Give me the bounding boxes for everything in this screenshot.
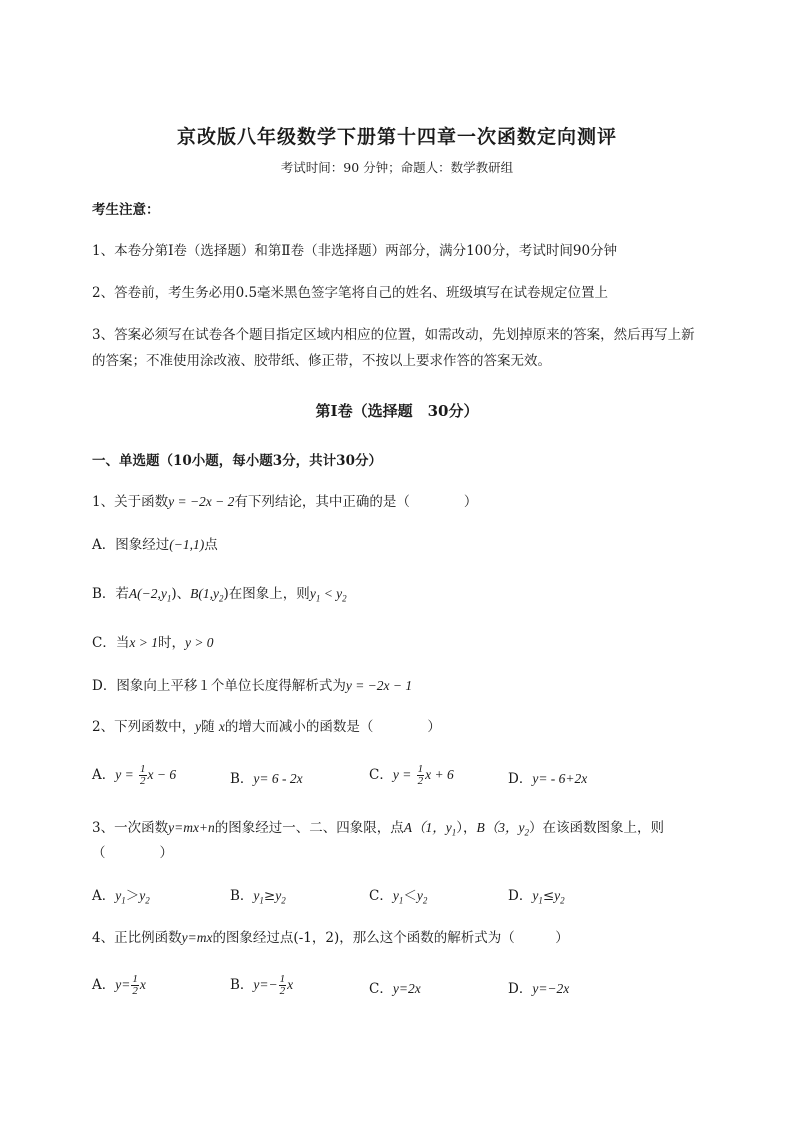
- q3-stem-text: 3、一次函数: [92, 820, 169, 836]
- q3-a-sub1: 1: [121, 895, 126, 906]
- q4-option-b[interactable]: [230, 974, 293, 997]
- q2-c-rhs: x + 6: [425, 767, 454, 782]
- section-title: 第Ⅰ卷（选择题 30分）: [315, 402, 479, 420]
- q3-option-d[interactable]: [508, 886, 565, 911]
- q2-a-den: 2: [140, 775, 146, 787]
- q1-b-point-b: B(1,y: [190, 586, 220, 601]
- q4-b-label: B．: [230, 977, 254, 993]
- q2-options: [92, 764, 712, 794]
- q1-d-expr: y = −2x − 1: [345, 678, 413, 693]
- q3-stem-tail: ）在该函数图象上，则: [529, 820, 665, 836]
- q3-b-y2: y: [275, 888, 282, 903]
- notice-item-1: 1、本卷分第Ⅰ卷（选择题）和第Ⅱ卷（非选择题）两部分，满分100分，考试时间90分钟: [92, 243, 618, 259]
- q1-b-sub4: 2: [342, 593, 347, 604]
- q3-option-b[interactable]: [230, 886, 286, 911]
- q2-var-y: y: [195, 719, 202, 734]
- question-1-stem: [92, 492, 754, 512]
- page-title: 京改版八年级数学下册第十四章一次函数定向测评: [176, 126, 617, 148]
- q3-point-b-sub: 2: [524, 827, 530, 838]
- q4-d-label: D．: [508, 981, 533, 997]
- q3-c-label: C．: [369, 888, 393, 904]
- q3-option-a[interactable]: [92, 886, 150, 911]
- q1-option-c[interactable]: [92, 633, 754, 653]
- q2-stem-text: 2、下列函数中，: [92, 719, 196, 735]
- q1-c-mid: 时，: [157, 635, 185, 651]
- q3-d-y2: y: [554, 888, 561, 903]
- q2-var-x: x: [218, 719, 225, 734]
- q3-a-label: A．: [92, 888, 116, 904]
- q1-b-sub3: 1: [315, 593, 321, 604]
- q2-stem-tail: 的增大而减小的函数是（ ）: [224, 719, 441, 735]
- q2-c-num: 1: [417, 763, 424, 775]
- q3-b-label: B．: [230, 888, 254, 904]
- q1-stem-tail: 有下列结论，其中正确的是（ ）: [234, 494, 478, 510]
- notice-heading: 考生注意：: [92, 202, 160, 218]
- q2-b-expr: y= 6 - 2x: [253, 771, 303, 786]
- q2-a-num: 1: [140, 763, 146, 775]
- exam-subtitle: 考试时间：90 分钟；命题人：数学教研组: [280, 160, 514, 175]
- q4-function-expr: y=mx: [181, 930, 213, 945]
- q3-point-b: B（3，y: [476, 820, 525, 835]
- q3-option-c[interactable]: [369, 886, 427, 911]
- q4-a-label: A．: [92, 977, 116, 993]
- q2-a-lhs: y =: [115, 767, 134, 782]
- q3-a-y1: y: [115, 888, 122, 903]
- q1-b-y1: y: [309, 586, 316, 601]
- notice-item-2: 2、答卷前，考生务必用0.5毫米黑色签字笔将自己的姓名、班级填写在试卷规定位置上: [92, 285, 609, 301]
- q4-b-den: 2: [279, 985, 286, 997]
- q3-b-op: ≥: [263, 888, 276, 904]
- q1-option-b[interactable]: [92, 584, 754, 609]
- q2-option-b[interactable]: [230, 769, 303, 789]
- q3-d-y1: y: [532, 888, 539, 903]
- q3-c-sub1: 1: [398, 895, 404, 906]
- q2-option-c[interactable]: [369, 764, 454, 787]
- part-heading: 一、单选题（10小题，每小题3分，共计30分）: [92, 453, 382, 469]
- q3-a-y2: y: [139, 888, 146, 903]
- q1-c-result: y > 0: [184, 635, 214, 650]
- notice-item-3: 3、答案必须写在试卷各个题目指定区域内相应的位置，如需改动，先划掉原来的答案，然后再写上新: [92, 327, 695, 343]
- q3-stem-mid: 的图象经过一、二、四象限，点: [214, 820, 404, 836]
- q3-a-sub2: 2: [145, 895, 150, 906]
- q4-c-label: C．: [369, 981, 393, 997]
- q3-answer-blank: （ ）: [92, 845, 173, 861]
- q1-b-sub2: 2: [219, 593, 224, 604]
- q4-b-rhs: x: [287, 977, 294, 992]
- q3-options: [92, 886, 712, 908]
- q3-point-a-end: ），: [456, 820, 477, 836]
- q2-c-den: 2: [417, 775, 424, 787]
- q3-b-sub2: 2: [281, 895, 286, 906]
- q1-b-sep: )、: [171, 586, 191, 602]
- q1-b-lt: < y: [320, 586, 343, 601]
- q1-stem-text: 1、关于函数: [92, 494, 169, 510]
- q2-b-label: B．: [230, 771, 254, 787]
- q2-d-label: D．: [508, 771, 533, 787]
- q3-function-expr: y=mx+n: [168, 820, 215, 835]
- q2-a-label: A．: [92, 767, 116, 783]
- q1-option-d[interactable]: [92, 676, 754, 696]
- q3-b-sub1: 1: [259, 895, 264, 906]
- q2-option-a[interactable]: [92, 764, 176, 787]
- q3-b-y1: y: [253, 888, 260, 903]
- q2-c-label: C．: [369, 767, 393, 783]
- q2-stem-mid: 随: [201, 719, 215, 735]
- q4-b-fraction: [279, 974, 287, 997]
- q4-a-den: 2: [132, 985, 138, 997]
- q2-option-d[interactable]: [508, 769, 587, 789]
- q3-point-a: A（1，y: [403, 820, 452, 835]
- q1-a-tail: 点: [204, 537, 218, 553]
- q4-stem-text: 4、正比例函数: [92, 930, 182, 946]
- q4-options: [92, 974, 712, 1004]
- q2-c-fraction: [417, 764, 425, 787]
- q3-d-sub2: 2: [560, 895, 565, 906]
- q4-b-lhs: y=−: [253, 977, 278, 992]
- q1-b-mid: )在图象上，则: [223, 586, 310, 602]
- question-2-stem: [92, 717, 754, 737]
- q3-d-op: ≤: [542, 888, 555, 904]
- q1-c-text: C．当: [92, 635, 130, 651]
- q1-function-expr: y = −2x − 2: [168, 494, 235, 509]
- q3-c-y2: y: [416, 888, 423, 903]
- q4-option-d[interactable]: [508, 979, 569, 999]
- q3-point-a-sub: 1: [451, 827, 457, 838]
- q4-a-rhs: x: [139, 977, 146, 992]
- q3-c-y1: y: [392, 888, 399, 903]
- notice-item-3-cont: 的答案；不准使用涂改液、胶带纸、修正带，不按以上要求作答的答案无效。: [92, 353, 551, 369]
- q4-option-c[interactable]: [369, 979, 421, 999]
- q3-c-sub2: 2: [422, 895, 428, 906]
- q2-c-lhs: y =: [392, 767, 412, 782]
- q4-d-expr: y=−2x: [532, 981, 570, 996]
- q4-a-fraction: [131, 974, 139, 997]
- q4-c-expr: y=2x: [392, 981, 421, 996]
- q3-d-label: D．: [508, 888, 533, 904]
- q4-option-a[interactable]: [92, 974, 146, 997]
- q4-b-num: 1: [279, 973, 286, 985]
- q1-option-a[interactable]: [92, 535, 754, 555]
- q1-b-text: B．若: [92, 586, 129, 602]
- q1-b-sub1: 1: [166, 593, 172, 604]
- q4-stem-tail: 的图象经过点(-1，2)，那么这个函数的解析式为（ ）: [212, 930, 569, 946]
- q1-c-cond: x > 1: [129, 635, 158, 650]
- q2-a-fraction: [139, 764, 147, 787]
- q4-a-lhs: y=: [115, 977, 131, 992]
- q1-d-text: D．图象向上平移１个单位长度得解析式为: [92, 678, 346, 694]
- question-3-stem: [92, 818, 754, 843]
- q3-a-op: ＞: [125, 888, 140, 904]
- q3-c-op: ＜: [403, 888, 417, 904]
- q1-a-point: (−1,1): [169, 537, 205, 552]
- question-4-stem: [92, 928, 754, 948]
- q1-a-text: A．图象经过: [92, 537, 170, 553]
- q3-d-sub1: 1: [538, 895, 543, 906]
- q4-a-num: 1: [132, 973, 138, 985]
- q2-a-rhs: x − 6: [147, 767, 177, 782]
- q1-b-point-a: A(−2,y: [128, 586, 167, 601]
- q2-d-expr: y= - 6+2x: [532, 771, 588, 786]
